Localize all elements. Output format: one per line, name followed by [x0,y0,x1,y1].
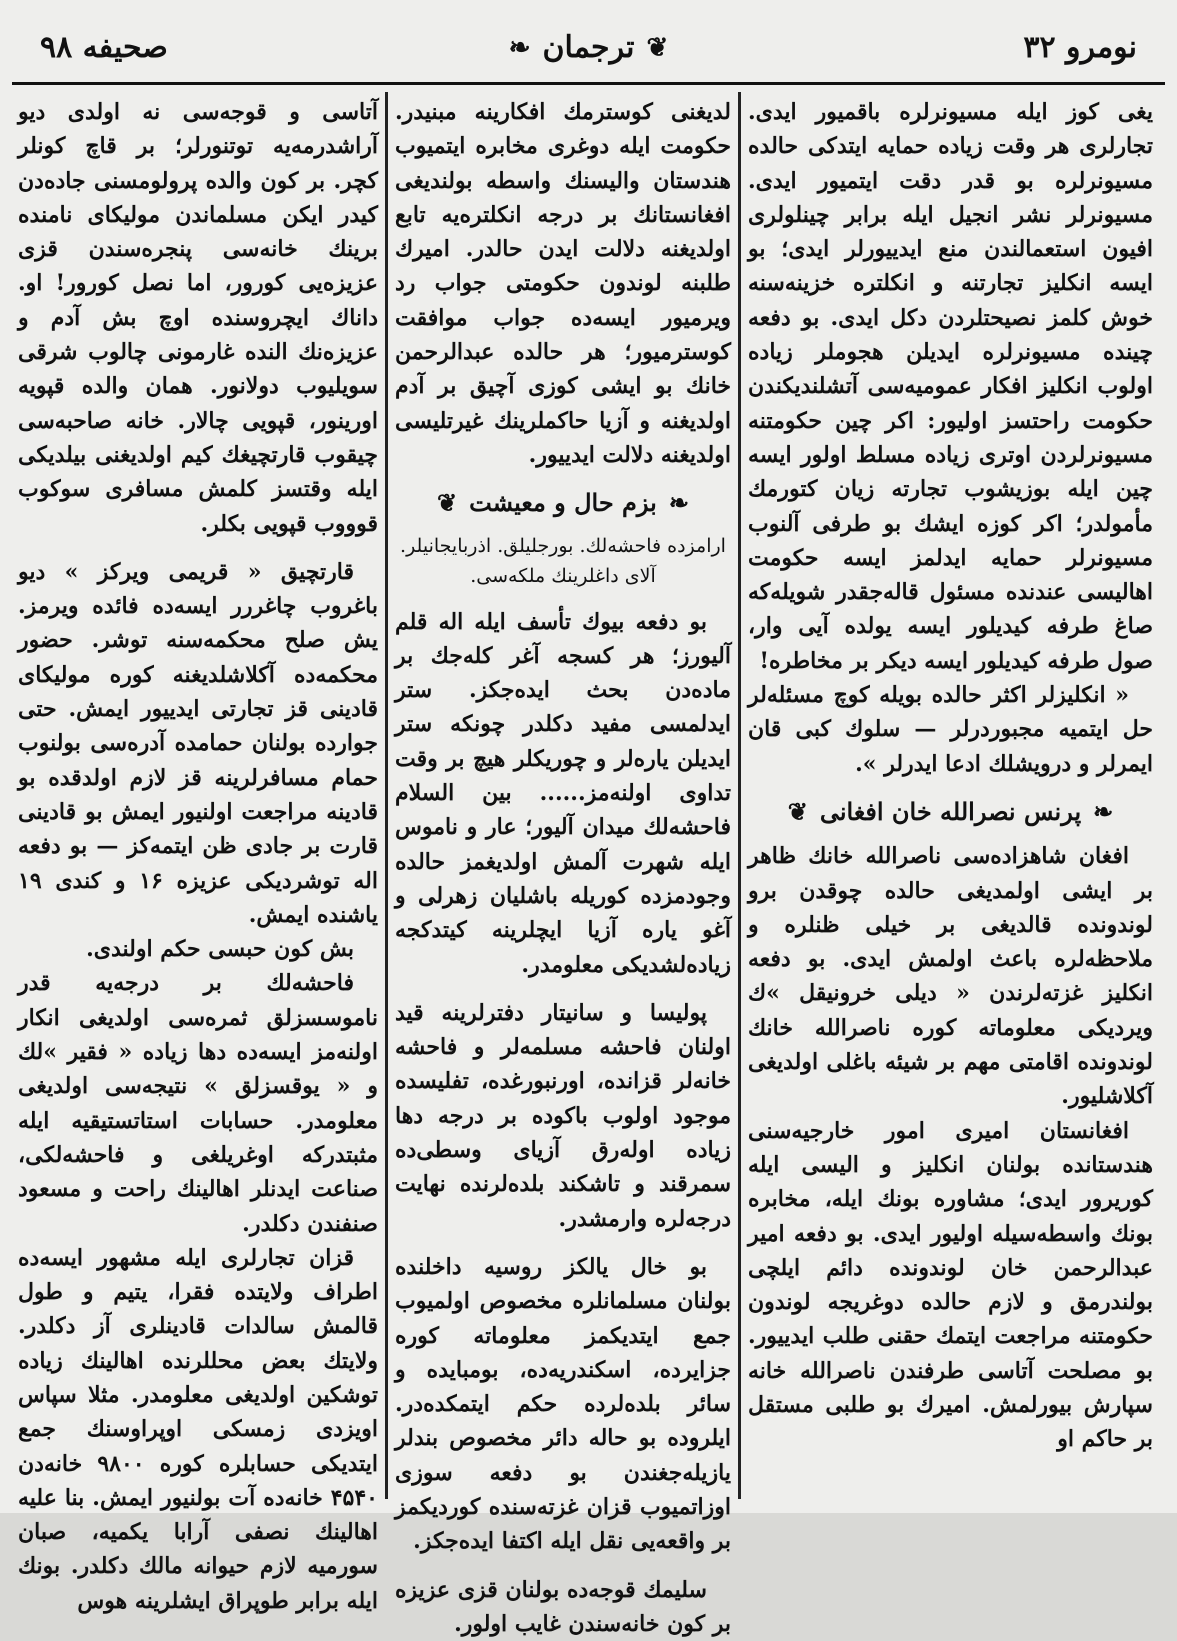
masthead [0,0,1177,82]
column-divider [738,92,741,1499]
article-paragraph: بو دفعه بیوك تأسف ایله اله قلم آلیورز؛ هر کسجه آغر کله‌جك بر ماده‌دن بحث ایده‌جکز. ستر ایدلمسی مفید دکلدر چونکه ستر ایدیلن یاره‌لر و چوریکلر هیچ بر وقت تداوی اولنه‌مز...... بین السلام فاحشه‌لك میدان آلیور؛ عار و ناموس ایله شهرت آلمش اولدیغمز حالده وجودمزده کوریله باشلیان زهرلی و آغو یاره آزیا ایچلرینه کیتدکجه زیاده‌لشدیکی معلومدر. [395,608,731,978]
ornament-icon: ❧ [1093,796,1114,826]
article-paragraph: یغی کوز ایله مسیونرلره باقمیور ایدی. تجارلری هر وقت زیاده حمایه ایتدکی حالده مسیونرلره بو قدر دقت ایتمیور ایدی. مسیونرلر نشر انجیل ایله برابر چینلولری افیون استعمالندن منع ایدییورلر ایدی؛ بو ایسه انکلیز تجارتنه و انکلتره خزینه‌سنه خوش کلمز نصیحتلردن دکل ایدی. بو دفعه چینده مسیونرلره ایدیلن هجوملر زیاده اولوب انکلیز افکار عمومیه‌سی آتشلندیکندن حکومت راحتسز اولیور: اکر چین حکومتنه مسیونرلردن اوتری زیاده مسلط اولور ایسه چین ایله بوزیشوب تجارته زیان کتورمك مأمولدر؛ اکر کوزه ایشك بو طرفی آلنوب مسیونرلر حمایه ایدلمز ایسه حکومت اهالیسی عندنده مسئول قاله‌جقدر شویله‌که صاغ طرفه کیدیلور ایسه یولده آیی وار، صول طرفه کیدیلور ایسه دیکر بر مخاطره! [748,99,1153,674]
article-paragraph: قارتچیق « قریمی ویرکز » دیو باغروب چاغررر ایسه‌ده فائده ویرمز. یش صلح محکمه‌سنه توشر. حضور محکمه‌ده آکلاشلدیغنه کوره مولیکای قادینی قز تجارتی ایدییور ایمش. حتی جوارده بولنان حمامده آدره‌سی بولنوب حمام مسافرلرینه قز لازم اولدقده بو قادینه مراجعت اولنیور ایمش بو قادینی قارت بر جادی ظن ایتمه‌کز — بو دفعه اله توشردیکی عزیزه ۱۶ و کندی ۱۹ یاشنده ایمش. [18,558,378,928]
page-number: صحیفه ۹۸ [40,30,168,65]
newspaper-title: ترجمان [542,30,635,65]
masthead-rule [12,82,1165,85]
section-subtitle: ارامزده فاحشه‌لك. بورجلیلق. اذربایجانیلر. [400,534,726,557]
quote-paragraph: « انکلیزلر اکثر حالده بویله کوچ مسئله‌لر حل ایتمیه مجبوردرلر — سلوك کبی قان ایمرلر و درویشلك ادعا ایدرلر ». [748,682,1153,777]
ornament-icon: ❦ [437,488,458,518]
article-paragraph: افغان شاهزاده‌سی ناصرالله خانك ظاهر بر ایشی اولمدیغی حالده چوقدن برو لوندونده قالدیغی بر خیلی ظنلره و ملاحظه‌لره باعث اولمش ایدی. بو دفعه انکلیز غزته‌لرندن « دیلی خرونیقل »ك ویردیکی معلوماته کوره ناصرالله خانك لوندونده اقامتی مهم بر شیئه باغلی اولدیغی آکلاشلیور. [748,843,1153,1110]
ornament-left-icon: ❦ [646,32,669,63]
article-paragraph: افغانستان امیری امور خارجیه‌سنی هندستانده بولنان انکلیز و الیسی ایله کوریرور ایدی؛ مشاوره بونك ایله، مخابره بونك واسطه‌سیله اولیور ایدی. بو دفعه امیر عبدالرحمن خان لوندونده دائم ایلچی بولندرمق و لازم حالده دوغریجه لوندون حکومتنه مراجعت ایتمك حقنی طلب ایدییور. بو مصلحت آتاسی طرفندن ناصرالله خانه سپارش بیورلمش. امیرك بو طلبی مستقل بر حاکم او‍ [748,1117,1153,1453]
article-paragraph: فاحشه‌لك بر درجه‌یه قدر ناموسسزلق ثمره‌سی اولدیغی انکار اولنه‌مز ایسه‌ده دها زیاده « فقیر »لك و « یوقسزلق » نتیجه‌سی اولدیغی معلومدر. حسابات استاتستیقیه ایله مثبتدرکه اوغریلغی و فاحشه‌لکی، صناعت ایدنلر اهالینك راحت و مسعود صنفندن دکلدر. [18,970,378,1237]
section-subtitle: آلای داغلرینك ملکه‌سی. [470,564,656,587]
column-left [18,95,378,1614]
column-right [748,95,1153,1499]
article-paragraph: آتاسی و قوجه‌سی نه اولدی دیو آراشدرمه‌یه توتنورلر؛ بر قاچ کونلر کچر. بر کون والده پرولومسنی جاده‌دن کیدر ایکن مسلماندن مولیکای نامنده برینك خانه‌سی پنجره‌سندن قزی عزیزه‌یی کورور، اما نصل کورور! او. داناك ایچروسنده اوچ بش آدم و عزیزه‌نك النده غارمونی چالوب شرقی سویلیوب دولانور. همان والده قپویه اورینور، قپویی چالار. خانه صاحبه‌سی چیقوب قارتچیغك کیم اولدیغنی بیلدیکی ایله وقتسز کلمش مسافری سوکوب قوووب قپویی بکلر. [18,99,378,537]
ornament-right-icon: ❧ [508,32,531,63]
article-paragraph: پولیسا و سانیتار دفترلرینه قید اولنان فاحشه مسلمه‌لر و فاحشه خانه‌لر قزانده، اورنبورغده، تفلیسده موجود اولوب باکوده بر درجه دها زیاده اوله‌رق آزیای وسطی‌ده سمرقند و تاشکند بلده‌لرنده نهایت درجه‌لره وارمشدر. [395,999,731,1232]
article-paragraph: بش کون حبسی حکم اولندی. [86,936,354,963]
ornament-icon: ❦ [787,796,808,826]
article-paragraph: سلیمك قوجه‌ده بولنان قزی عزیزه بر کون خانه‌سندن غایب اولور. [395,1576,731,1637]
section-heading [395,486,731,520]
column-middle [395,95,731,1637]
section-heading-text: پرنس نصرالله خان افغانی [819,796,1082,826]
section-heading [748,795,1153,829]
newspaper-title-block [509,30,669,65]
article-paragraph: قزان تجارلری ایله مشهور ایسه‌ده اطراف ولایتده فقرا، یتیم و طول قالمش سالدات قادینلری آز دکلدر. ولایتك بعض محللرنده اهالینك زیاده توشکین اولدیغی معلومدر. مثلا سپاس اویزدی زمسکی اوپراوسنك جمع ایتدیکی حسابلره کوره ۹۸۰۰ خانه‌دن ۴۵۴۰ خانه‌ده آت بولنیور ایمش. بنا علیه اهالینك نصفی آرابا یکمیه، صبان سورمیه لازم حیوانه مالك دکلدر. بونك ایله برابر طوپراق ایشلرینه هوس [18,1244,378,1614]
article-paragraph: لدیغنی کوسترمك افکارینه مبنیدر. حکومت ایله دوغری مخابره ایتمیوب هندستان والیسنك واسطه بولندیغی افغانستانك بر درجه انکلتره‌یه تابع اولدیغنه دلالت ایدن حالدر. امیرك طلبنه لوندون حکومتی جواب رد ویرمیور ایسه‌ده جواب موافقت کوسترمیور؛ هر حالده عبدالرحمن خانك بو ایشی کوزی آچیق بر آدم اولدیغنه و آزیا حاکملرینك غیرتلیسی اولدیغنه دلالت ایدییور. [395,99,731,468]
ornament-icon: ❧ [668,488,689,518]
issue-number: نومرو ۳۲ [1023,30,1137,65]
column-divider [385,92,388,1499]
section-heading-text: بزم حال و معیشت [469,488,657,518]
article-paragraph: بو خال یالکز روسیه داخلنده بولنان مسلمانلره مخصوص اولمیوب جمع ایتدیکمز معلوماته کوره جزایرده، اسکندریه‌ده، بومبایده و سائر بلده‌لرده حکم ایتمکده‌در. ایلروده بو حاله دائر مخصوص بندلر یازیله‌جغندن بو دفعه سوزی اوزاتمیوب قزان غزته‌سنده کوردیکمز بر واقعه‌یی نقل ایله اکتفا ایده‌جکز. [395,1253,731,1555]
